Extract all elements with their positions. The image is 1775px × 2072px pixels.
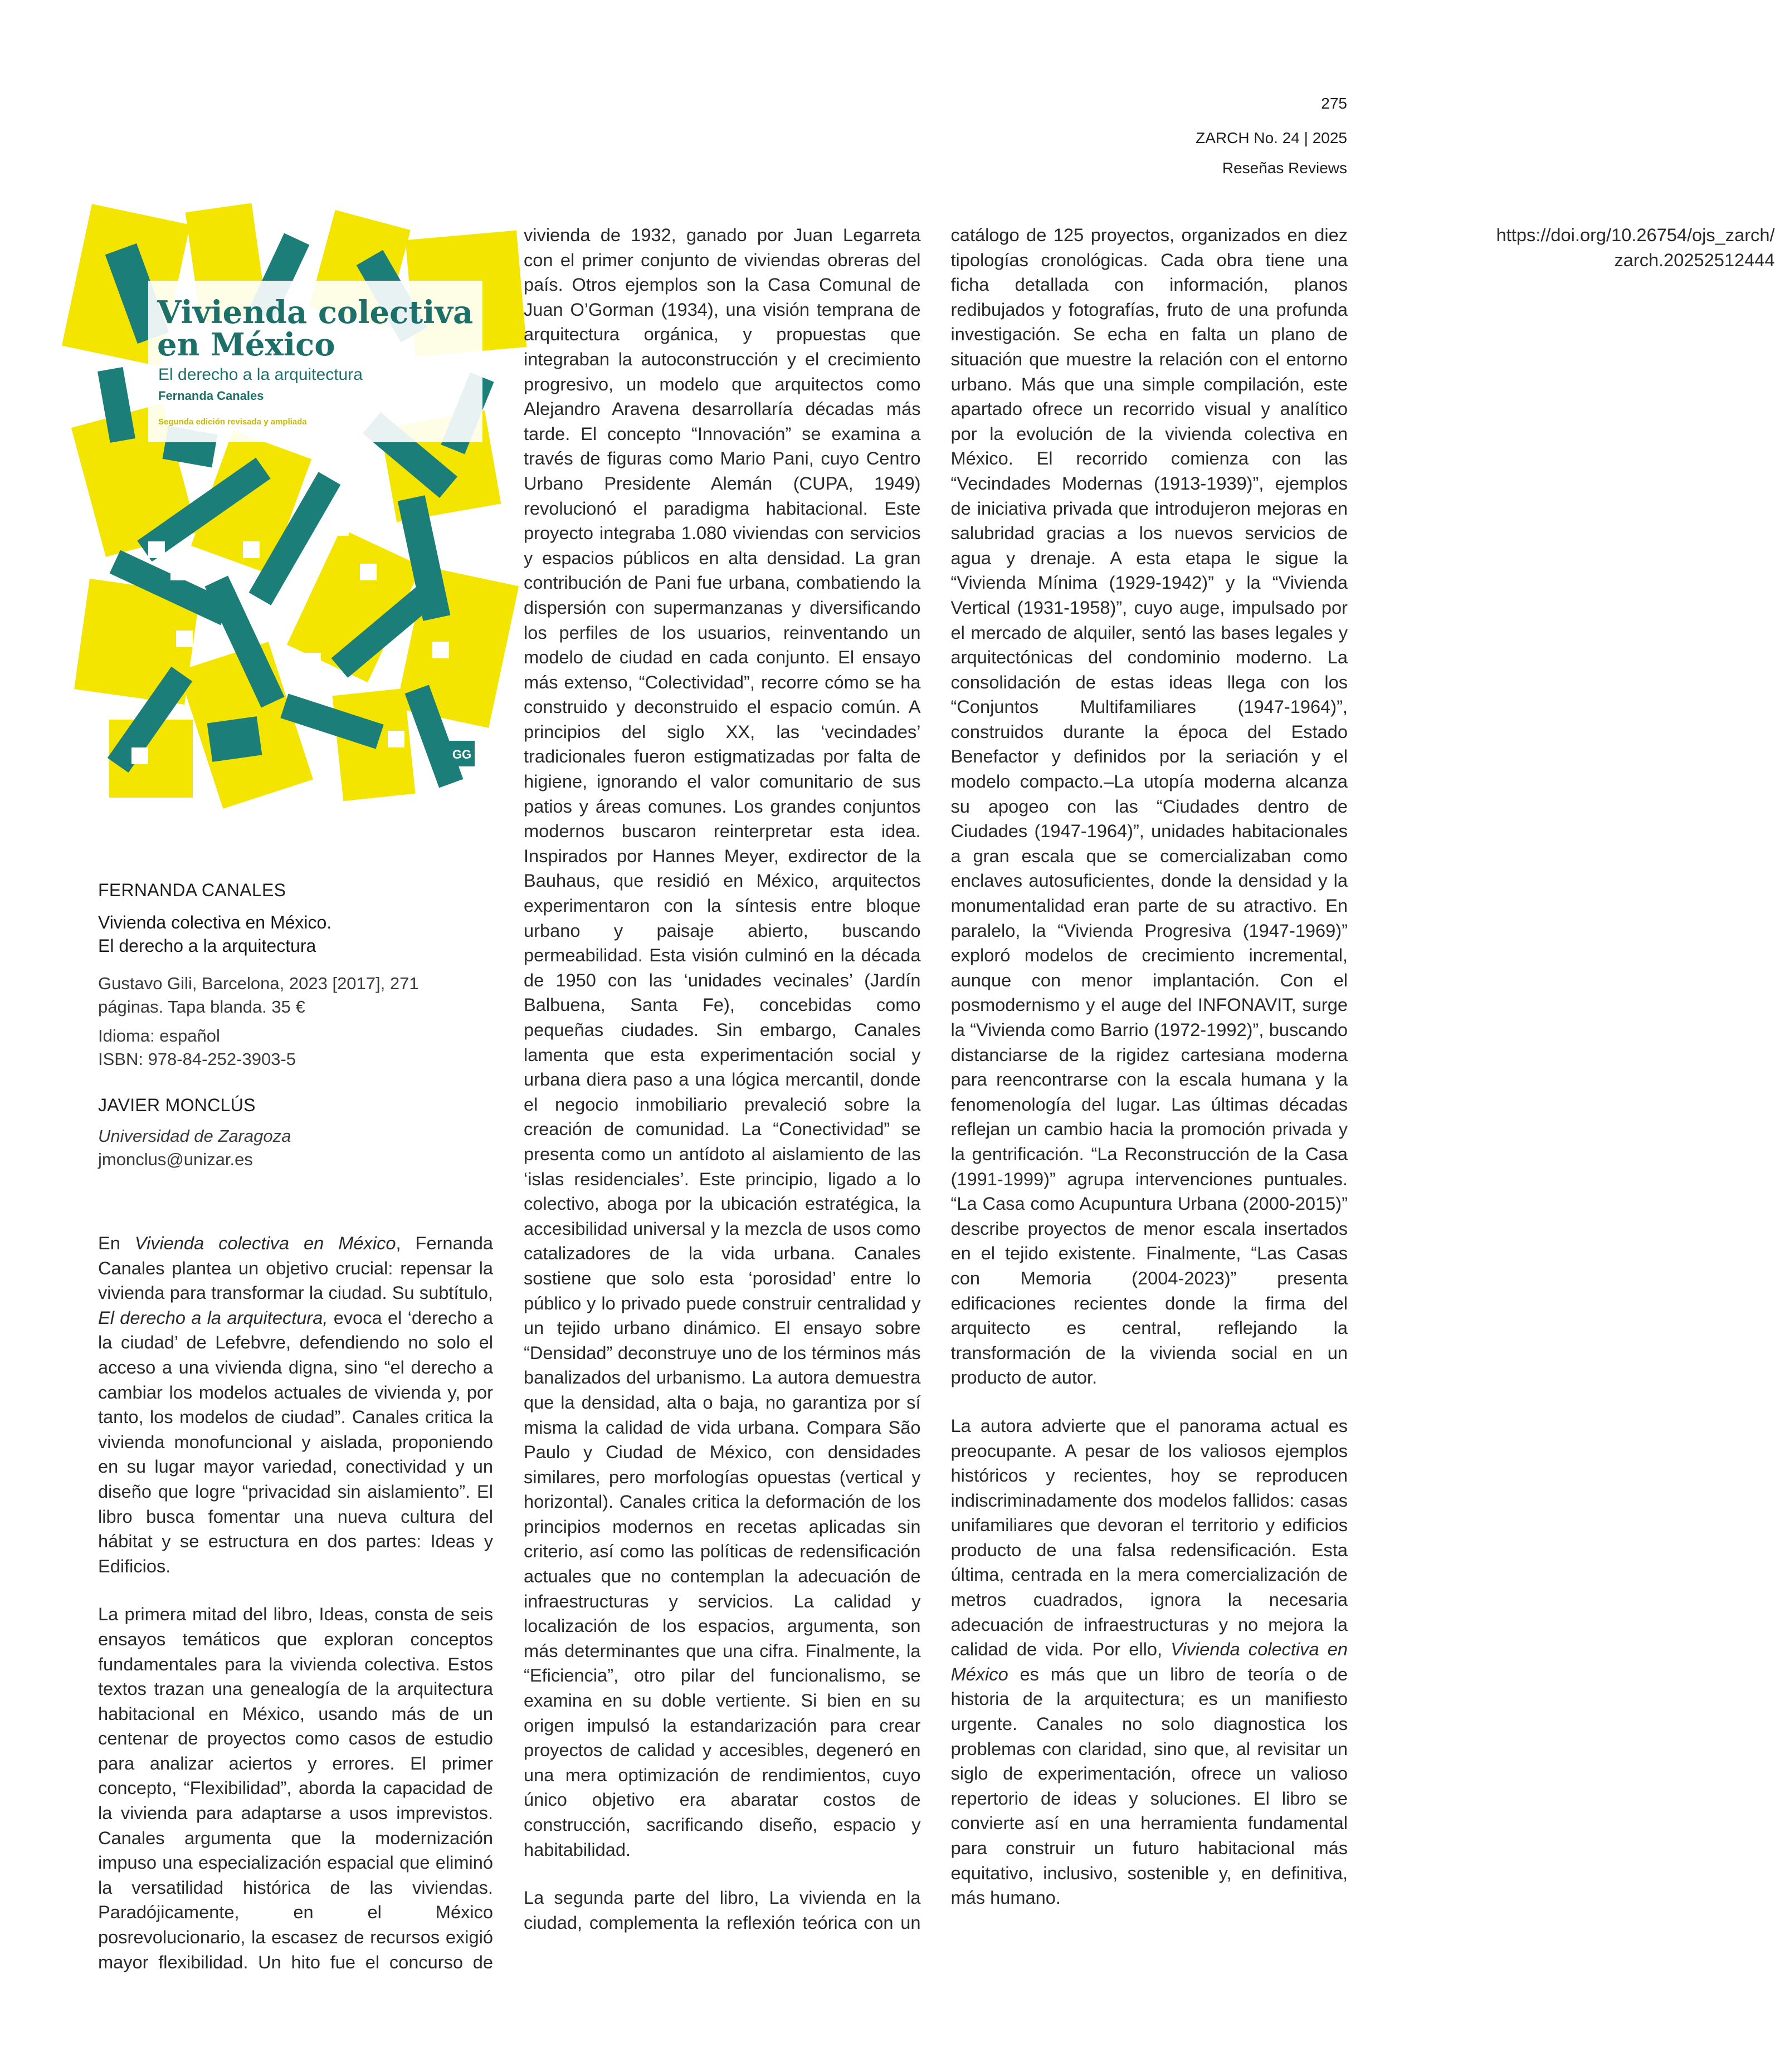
- journal-issue: ZARCH No. 24 | 2025: [1196, 129, 1347, 146]
- cover-edition: Segunda edición revisada y ampliada: [158, 417, 307, 427]
- book-title-line2: El derecho a la arquitectura: [98, 936, 316, 956]
- paragraph-conclusion: La autora advierte que el panorama actual es preocupante. A pesar de los valiosos ejemplos históricos y recientes, hoy se reproducen indiscriminadamente dos modelos fallidos: casas unifamiliares que devoran el territorio y edificios producto de una falsa redensificación. Esta última, centrada en la mera comercialización de metros cuadrados, ignora la necesaria adecuación de infraestructuras y no mejora la calidad de vida. Por ello, Vivienda colectiva en México es más que un libro de teoría o de historia de la arquitectura; es un manifiesto urgente. Canales no solo diagnostica los problemas con claridad, sino que, al revisitar un siglo de experimentación, ofrece un valioso repertorio de ideas y soluciones. El libro se convierte así en una herramienta fundamental para construir un futuro habitacional más equitativo, inclusivo, sostenible y, en definitiva, más humano.: [950, 1415, 1348, 1908]
- page-number: 275: [1321, 95, 1347, 112]
- publisher-logo: GG: [452, 747, 472, 761]
- publication-info-line1: Gustavo Gili, Barcelona, 2023 [2017], 271: [98, 974, 419, 993]
- reviewer-affiliation: Universidad de Zaragoza: [98, 1126, 291, 1146]
- cover-author: Fernanda Canales: [158, 389, 264, 403]
- cover-title-line1: Vivienda colectiva: [157, 294, 474, 331]
- text-columns-2-3: [524, 223, 1775, 1955]
- book-author: FERNANDA CANALES: [98, 880, 286, 900]
- reviewer-name: JAVIER MONCLÚS: [98, 1095, 256, 1115]
- paragraph-ideas-continued: vivienda de 1932, ganado por Juan Legarreta con el primer conjunto de viviendas obreras del país. Otros ejemplos son la Casa Comunal de Juan O’Gorman (1934), una visión temprana de arquitectura orgánica, y propuestas que integraban la autoconstrucción y el crecimiento progresivo, un modelo que arquitectos como Alejandro Aravena desarrollaría décadas más tarde. El concepto “Innovación” se examina a través de figuras como Mario Pani, cuyo Centro Urbano Presidente Alemán (CUPA, 1949) revolucionó el paradigma habitacional. Este proyecto integraba 1.080 viviendas con servicios y espacios públicos en alta densidad. La gran contribución de Pani fue urbana, combatiendo la dispersión con supermanzanas y diversificando los perfiles de los usuarios, reinventando un modelo de ciudad en cada conjunto. El ensayo más extenso, “Colectividad”, recorre cómo se ha construido y deconstruido el espacio común. A principios del siglo XX, las ‘vecindades’ tradicionales fueron estigmatizadas por falta de higiene, ignorando el valor comunitario de sus patios y áreas comunes. Los grandes conjuntos modernos buscaron reinterpretar esta idea. Inspirados por Hannes Meyer, exdirector de la Bauhaus, que residió en México, arquitectos experimentaron con la síntesis entre bloque urbano y paisaje abierto, buscando permeabilidad. Esta visión culminó en la década de 1950 con las ‘unidades vecinales’ (Jardín Balbuena, Santa Fe), concebidas como pequeñas ciudades. Sin embargo, Canales lamenta que esta experimentación social y urbana diera paso a una lógica mercantil, donde el negocio inmobiliario prevaleció sobre la creación de comunidad. La “Conectividad” se presenta como un antídoto al aislamiento de las ‘islas residenciales’. Este principio, ligado a lo colectivo, aboga por la ubicación estratégica, la accesibilidad universal y la mezcla de usos como catalizadores de la vida urbana. Canales sostiene que solo esta ‘porosidad’ entre lo público y lo privado puede construir centralidad y un tejido urbano dinámico. El ensayo sobre “Densidad” deconstruye uno de los términos más banalizados del urbanismo. La autora demuestra que la densidad, alta o baja, no garantiza por sí misma la calidad de vida urbana. Compara São Paulo y Ciudad de México, con densidades similares, pero morfologías opuestas (vertical y horizontal). Canales critica la deformación de los principios modernos en recetas aplicadas sin criterio, así como las políticas de redensificación actuales que no contemplan la adecuación de infraestructuras y servicios. La calidad y localización de los espacios, argumenta, son más determinantes que una cifra. Finalmente, la “Eficiencia”, otro pilar del funcionalismo, se examina en su doble vertiente. Si bien en su origen impulsó la estandarización para crear proyectos de calidad y accesibles, degeneró en una mera optimización de rendimientos, cuyo único objetivo era abaratar costos de construcción, sacrificando diseño, espacio y habitabilidad.: [524, 224, 921, 1860]
- paragraph-ideas: La primera mitad del libro, Ideas, consta de seis ensayos temáticos que exploran conceptos fundamentales para la vivienda colectiva. Estos textos trazan una genealogía de la arquitectura habitacional en México, usando más de un centenar de proyectos como casos de estudio para analizar aciertos y errores. El primer concepto, “Flexibilidad”, aborda la capacidad de la vivienda para adaptarse a usos imprevistos. Canales argumenta que la modernización impuso una especialización espacial que eliminó la versatilidad histórica de las viviendas. Paradójicamente, en el México posrevolucionario, la escasez de recursos exigió mayor flexibilidad. Un hito fue el concurso de: [98, 1604, 493, 1972]
- book-metadata: [98, 878, 493, 1171]
- section-label: Reseñas Reviews: [1222, 159, 1347, 177]
- book-cover: [98, 229, 492, 785]
- text-column-1: [98, 1231, 494, 1972]
- book-title-line1: Vivienda colectiva en México.: [98, 912, 332, 932]
- book-language: Idioma: español: [98, 1026, 220, 1045]
- publication-info-line2: páginas. Tapa blanda. 35 €: [98, 997, 305, 1017]
- paragraph-intro: En Vivienda colectiva en México, Fernanda Canales plantea un objetivo crucial: repensar la vivienda para transformar la ciudad. Su subtítulo, El derecho a la arquitectura, evoca el ‘derecho a la ciudad’ de Lefebvre, defendiendo no solo el acceso a una vivienda digna, sino “el derecho a cambiar los modelos actuales de vivienda y, por tanto, los modelos de ciudad”. Canales critica la vivienda monofuncional y aislada, proponiendo en su lugar mayor variedad, conectividad y un diseño que logre “privacidad sin aislamiento”. El libro busca fomentar una nueva cultura del hábitat y se estructura en dos partes: Ideas y Edificios.: [98, 1233, 494, 1576]
- cover-title-line2: en México: [157, 326, 335, 363]
- paragraph-catalogue: La segunda parte del libro, La vivienda en la ciudad, complementa la reflexión teórica con un catálogo de 125 proyectos, organizados en diez tipologías cronológicas. Cada obra tiene una ficha detallada con información, planos redibujados y fotografías, fruto de una profunda investigación. Se echa en falta un plano de situación que muestre la relación con el entorno urbano. Más que una simple compilación, este apartado ofrece un recorrido visual y analítico por la evolución de la vivienda colectiva en México. El recorrido comienza con las “Vecindades Modernas (1913-1939)”, ejemplos de iniciativa privada que introdujeron mejoras en salubridad gracias a los nuevos servicios de agua y drenaje. A esta etapa le sigue la “Vivienda Mínima (1929-1942)” y la “Vivienda Vertical (1931-1958)”, cuyo auge, impulsado por el mercado de alquiler, sentó las bases legales y arquitectónicas del condominio moderno. La consolidación de estas ideas llega con los “Conjuntos Multifamiliares (1947-1964)”, construidos durante la época del Estado Benefactor y definidos por la seriación y el modelo compacto.–La utopía moderna alcanza su apogeo con las “Ciudades dentro de Ciudades (1947-1964)”, unidades habitacionales a gran escala que se comercializaban como enclaves autosuficientes, donde la densidad y la monumentalidad eran parte de su atractivo. En paralelo, la “Vivienda Progresiva (1947-1969)” exploró modelos de crecimiento incremental, aunque con menor implantación. Con el posmodernismo y el auge del INFONAVIT, surge la “Vivienda como Barrio (1972-1992)”, buscando distanciarse de la rigidez cartesiana moderna para reencontrarse con la escala humana y la fenomenología del lugar. Las últimas décadas reflejan un cambio hacia la promoción privada y la gentrificación. “La Reconstrucción de la Casa (1991-1999)” agrupa intervenciones puntuales. “La Casa como Acupuntura Urbana (2000-2015)” describe proyectos de menor escala insertados en el tejido existente. Finalmente, “Las Casas con Memoria (2004-2023)” presenta edificaciones recientes donde la firma del arquitecto es central, reflejando la transformación de la vivienda social en un producto de autor.: [524, 224, 1348, 1933]
- cover-subtitle: El derecho a la arquitectura: [158, 365, 363, 384]
- doi-link[interactable]: https://doi.org/10.26754/ojs_zarch/ zarch.20252512444: [1496, 224, 1775, 270]
- reviewer-email: jmonclus@unizar.es: [98, 1150, 253, 1169]
- book-isbn: ISBN: 978-84-252-3903-5: [98, 1049, 296, 1069]
